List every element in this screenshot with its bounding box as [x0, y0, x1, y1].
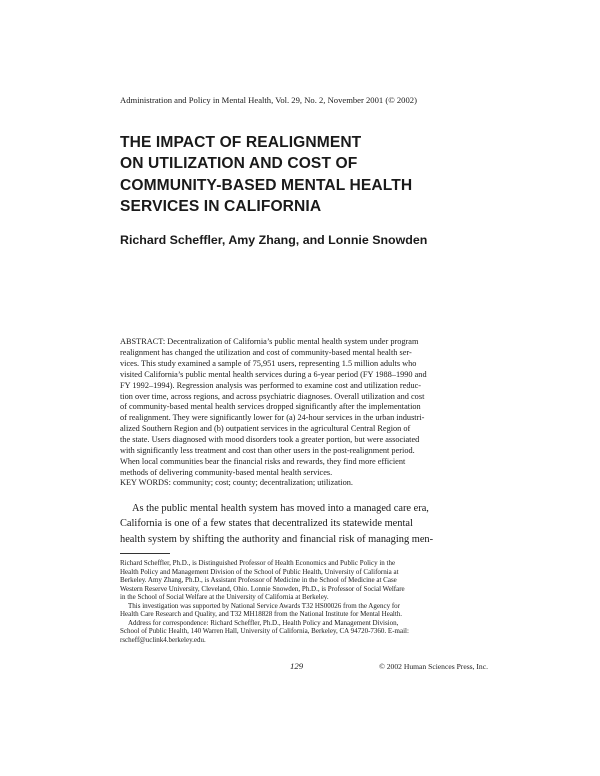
- footnote-line: Health Policy and Management Division of the School of Public Health, University of California at: [120, 567, 399, 576]
- abstract-line: ABSTRACT: Decentralization of California’s public mental health system under program: [120, 337, 419, 346]
- abstract-line: of realignment. They were significantly lower for (a) 24-hour services in the urban industri-: [120, 413, 425, 423]
- body-line: health system by shifting the authority and financial risk of managing men-: [120, 533, 434, 545]
- abstract-line: methods of delivering community-based mental health services.: [120, 467, 333, 477]
- footnote-line: School of Public Health, 140 Warren Hall, University of California, Berkeley, CA 94720-7360. E-mail:: [120, 627, 409, 635]
- article-title: [120, 132, 500, 217]
- body-line: As the public mental health system has moved into a managed care era,: [132, 503, 429, 514]
- title-line: THE IMPACT OF REALIGNMENT: [120, 134, 362, 151]
- footnote-line: Health Care Research and Quality, and T32 MH18828 from the National Institute for Mental Health.: [120, 610, 403, 618]
- abstract-line: of community-based mental health services dropped significantly after the implementation: [120, 402, 421, 412]
- footnote-line: Berkeley. Amy Zhang, Ph.D., is Assistant Professor of Medicine in the School of Medicine at Case: [120, 576, 397, 584]
- abstract-line: with significantly less treatment and cost than other users in the post-realignment period.: [120, 446, 415, 456]
- abstract: [120, 337, 487, 479]
- footnote-line: in the School of Social Welfare at the University of California at Berkeley.: [120, 593, 329, 601]
- abstract-line: vices. This study examined a sample of 75,951 users, representing 1.5 million adults who: [120, 358, 417, 368]
- footnotes: [120, 559, 488, 644]
- footnote-line: This investigation was supported by National Service Awards T32 HS00026 from the Agency for: [128, 601, 400, 610]
- title-line: ON UTILIZATION AND COST OF: [120, 155, 358, 173]
- title-line: SERVICES IN CALIFORNIA: [120, 197, 322, 215]
- abstract-line: tion over time, across regions, and across psychiatric diagnoses. Overall utilization and cost: [120, 391, 425, 401]
- abstract-line: FY 1992–1994). Regression analysis was performed to examine cost and utilization reduc-: [120, 380, 422, 390]
- journal-citation: Administration and Policy in Mental Health, Vol. 29, No. 2, November 2001 (© 2002): [120, 95, 417, 105]
- abstract-line: When local communities bear the financial risks and rewards, they find more efficient: [120, 456, 406, 466]
- author-list: Richard Scheffler, Amy Zhang, and Lonnie Snowden: [120, 233, 428, 247]
- abstract-line: visited California’s public mental health services during a 6-year period (FY 1988–1990 and: [120, 369, 427, 379]
- footnote-divider: [120, 553, 170, 554]
- copyright-notice: © 2002 Human Sciences Press, Inc.: [379, 662, 488, 671]
- keywords: KEY WORDS: community; cost; county; decentralization; utilization.: [120, 478, 353, 487]
- abstract-line: the state. Users diagnosed with mood disorders took a greater portion, but were associated: [120, 435, 420, 445]
- body-paragraph: [120, 501, 488, 547]
- footnote-line: Western Reserve University, Cleveland, Ohio. Lonnie Snowden, Ph.D., is Professor of Social Welfare: [120, 584, 405, 593]
- footnote-line: rscheff@uclink4.berkeley.edu.: [120, 635, 206, 644]
- abstract-line: realignment has changed the utilization and cost of community-based mental health ser-: [120, 347, 412, 357]
- footnote-line: Address for correspondence: Richard Scheffler, Ph.D., Health Policy and Management Division,: [128, 618, 399, 627]
- page-number: 129: [290, 661, 304, 671]
- title-line: COMMUNITY-BASED MENTAL HEALTH: [120, 176, 413, 194]
- abstract-line: alized Southern Region and (b) outpatient services in the agricultural Central Region of: [120, 424, 411, 434]
- footnote-line: Richard Scheffler, Ph.D., is Distinguished Professor of Health Economics and Public Policy in the: [120, 559, 396, 567]
- body-line: California is one of a few states that decentralized its statewide mental: [120, 518, 413, 530]
